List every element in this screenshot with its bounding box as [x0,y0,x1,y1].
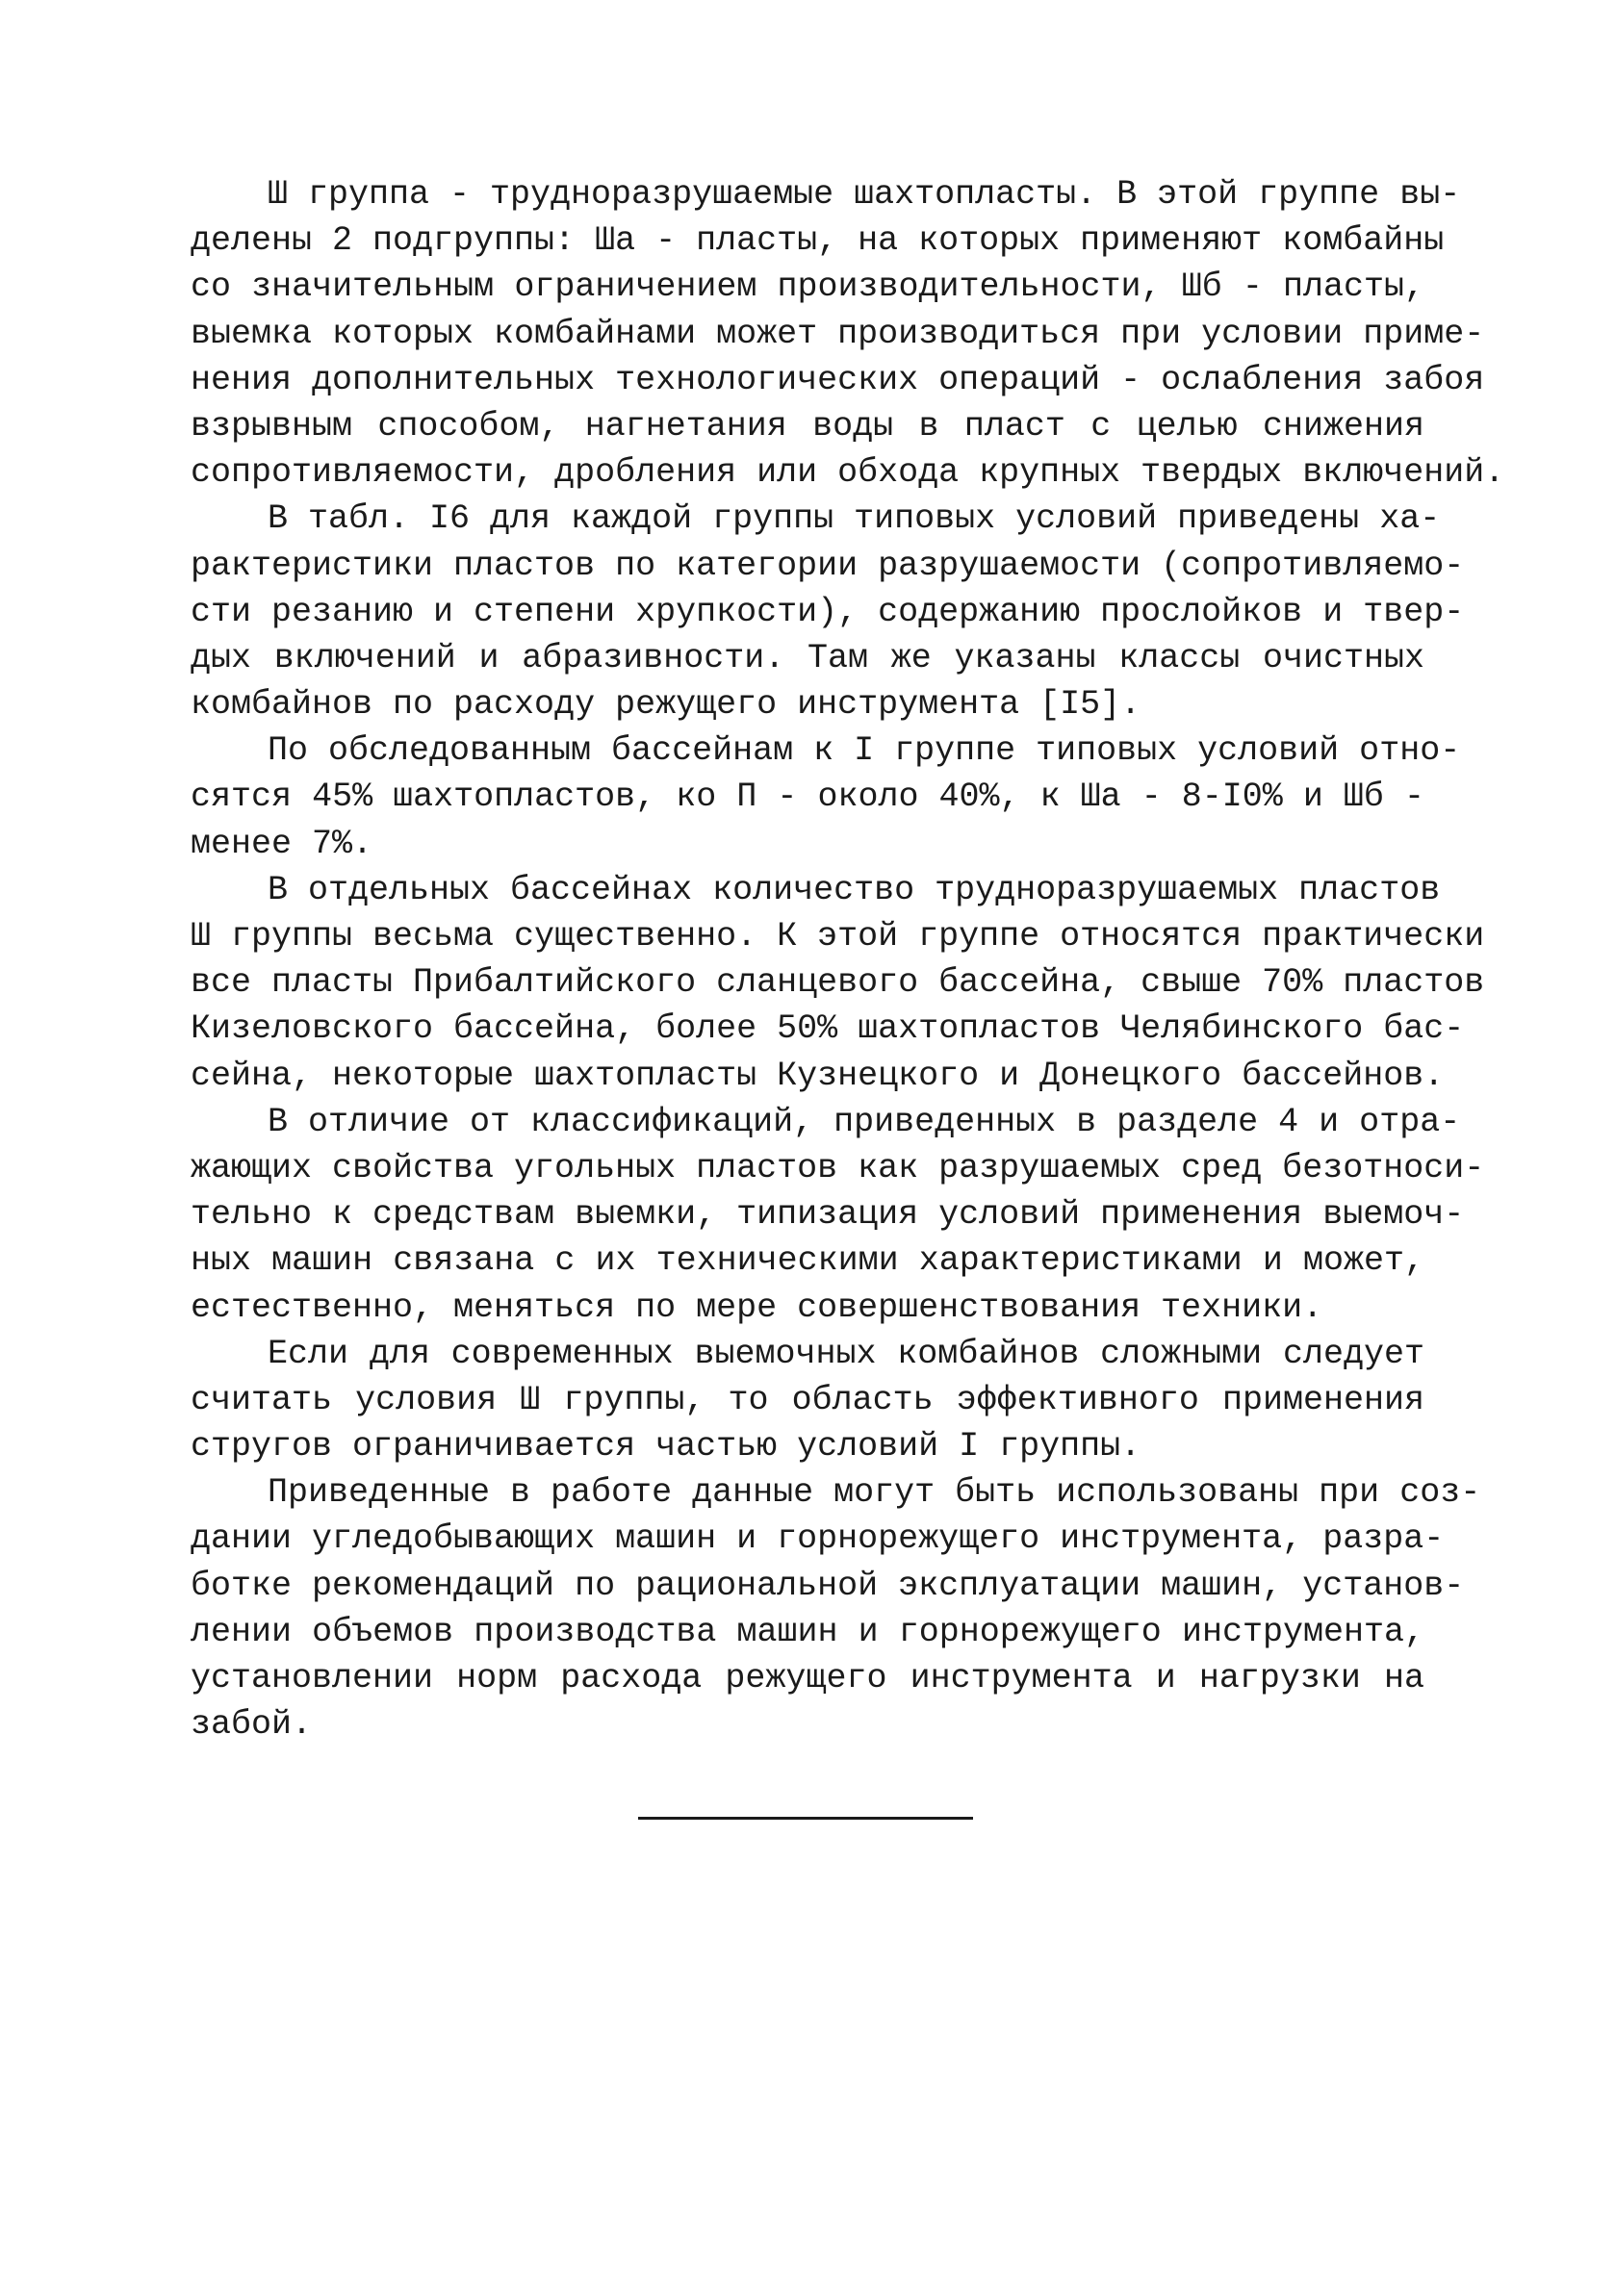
text-line: В отдельных бассейнах количество трудноразрушаемых пластов [268,870,1441,909]
text-line: тельно к средствам выемки, типизация условий применения выемоч- [191,1195,1465,1235]
text-line: менее 7%. [191,824,373,863]
text-line: забой. [191,1705,313,1745]
text-line: сопротивляемости, дробления или обхода крупных твердых включений. [191,453,1505,493]
text-line: ных машин связана с их техническими характеристиками и может, [191,1241,1424,1281]
text-line: считать условия Ш группы, то область эффективного применения [191,1380,1424,1419]
text-line: рактеристики пластов по категории разрушаемости (сопротивляемо- [191,546,1465,585]
section-end-rule [638,1817,973,1820]
text-line: взрывным способом, нагнетания воды в пласт с целью снижения [191,406,1424,446]
text-line: дании угледобывающих машин и горнорежущего инструмента, разра- [191,1519,1445,1559]
text-line: Ш группа - трудноразрушаемые шахтопласты. В этой группе вы- [268,175,1461,214]
text-line: комбайнов по расходу режущего инструмента [I5]. [191,685,1141,725]
text-line: По обследованным бассейнам к I группе типовых условий отно- [268,731,1461,771]
text-line: сти резанию и степени хрупкости), содержанию прослойков и твер- [191,592,1465,631]
text-line: сятся 45% шахтопластов, ко П - около 40%, к Ша - 8-I0% и Шб - [191,778,1424,817]
text-line: выемка которых комбайнами может производиться при условии приме- [191,314,1485,353]
text-line: нения дополнительных технологических операций - ослабления забоя [191,360,1485,399]
text-line: ботке рекомендаций по рациональной эксплуатации машин, установ- [191,1566,1465,1605]
text-line: Если для современных выемочных комбайнов сложными следует [268,1334,1424,1373]
text-line: со значительным ограничением производительности, Шб - пласты, [191,268,1424,307]
text-line: сейна, некоторые шахтопласты Кузнецкого и Донецкого бассейнов. [191,1056,1445,1095]
text-line: Ш группы весьма существенно. К этой группе относятся практически [191,917,1485,956]
text-line: жающих свойства угольных пластов как разрушаемых сред безотноси- [191,1148,1485,1187]
text-line: В отличие от классификаций, приведенных в разделе 4 и отра- [268,1102,1461,1141]
text-line: Кизеловского бассейна, более 50% шахтопластов Челябинского бас- [191,1009,1465,1049]
text-line: установлении норм расхода режущего инструмента и нагрузки на [191,1659,1424,1697]
text-line: Приведенные в работе данные могут быть использованы при соз- [268,1473,1481,1513]
text-line: В табл. I6 для каждой группы типовых условий приведены ха- [268,499,1441,539]
text-line: все пласты Прибалтийского сланцевого бассейна, свыше 70% пластов [191,963,1485,1003]
text-line: лении объемов производства машин и горнорежущего инструмента, [191,1612,1424,1651]
text-line: делены 2 подгруппы: Ша - пласты, на которых применяют комбайны [191,221,1445,261]
body-text [191,171,1505,1748]
text-line: дых включений и абразивности. Там же указаны классы очистных [191,638,1424,677]
text-line: естественно, меняться по мере совершенствования техники. [191,1288,1323,1327]
text-line: стругов ограничивается частью условий I группы. [191,1427,1141,1467]
